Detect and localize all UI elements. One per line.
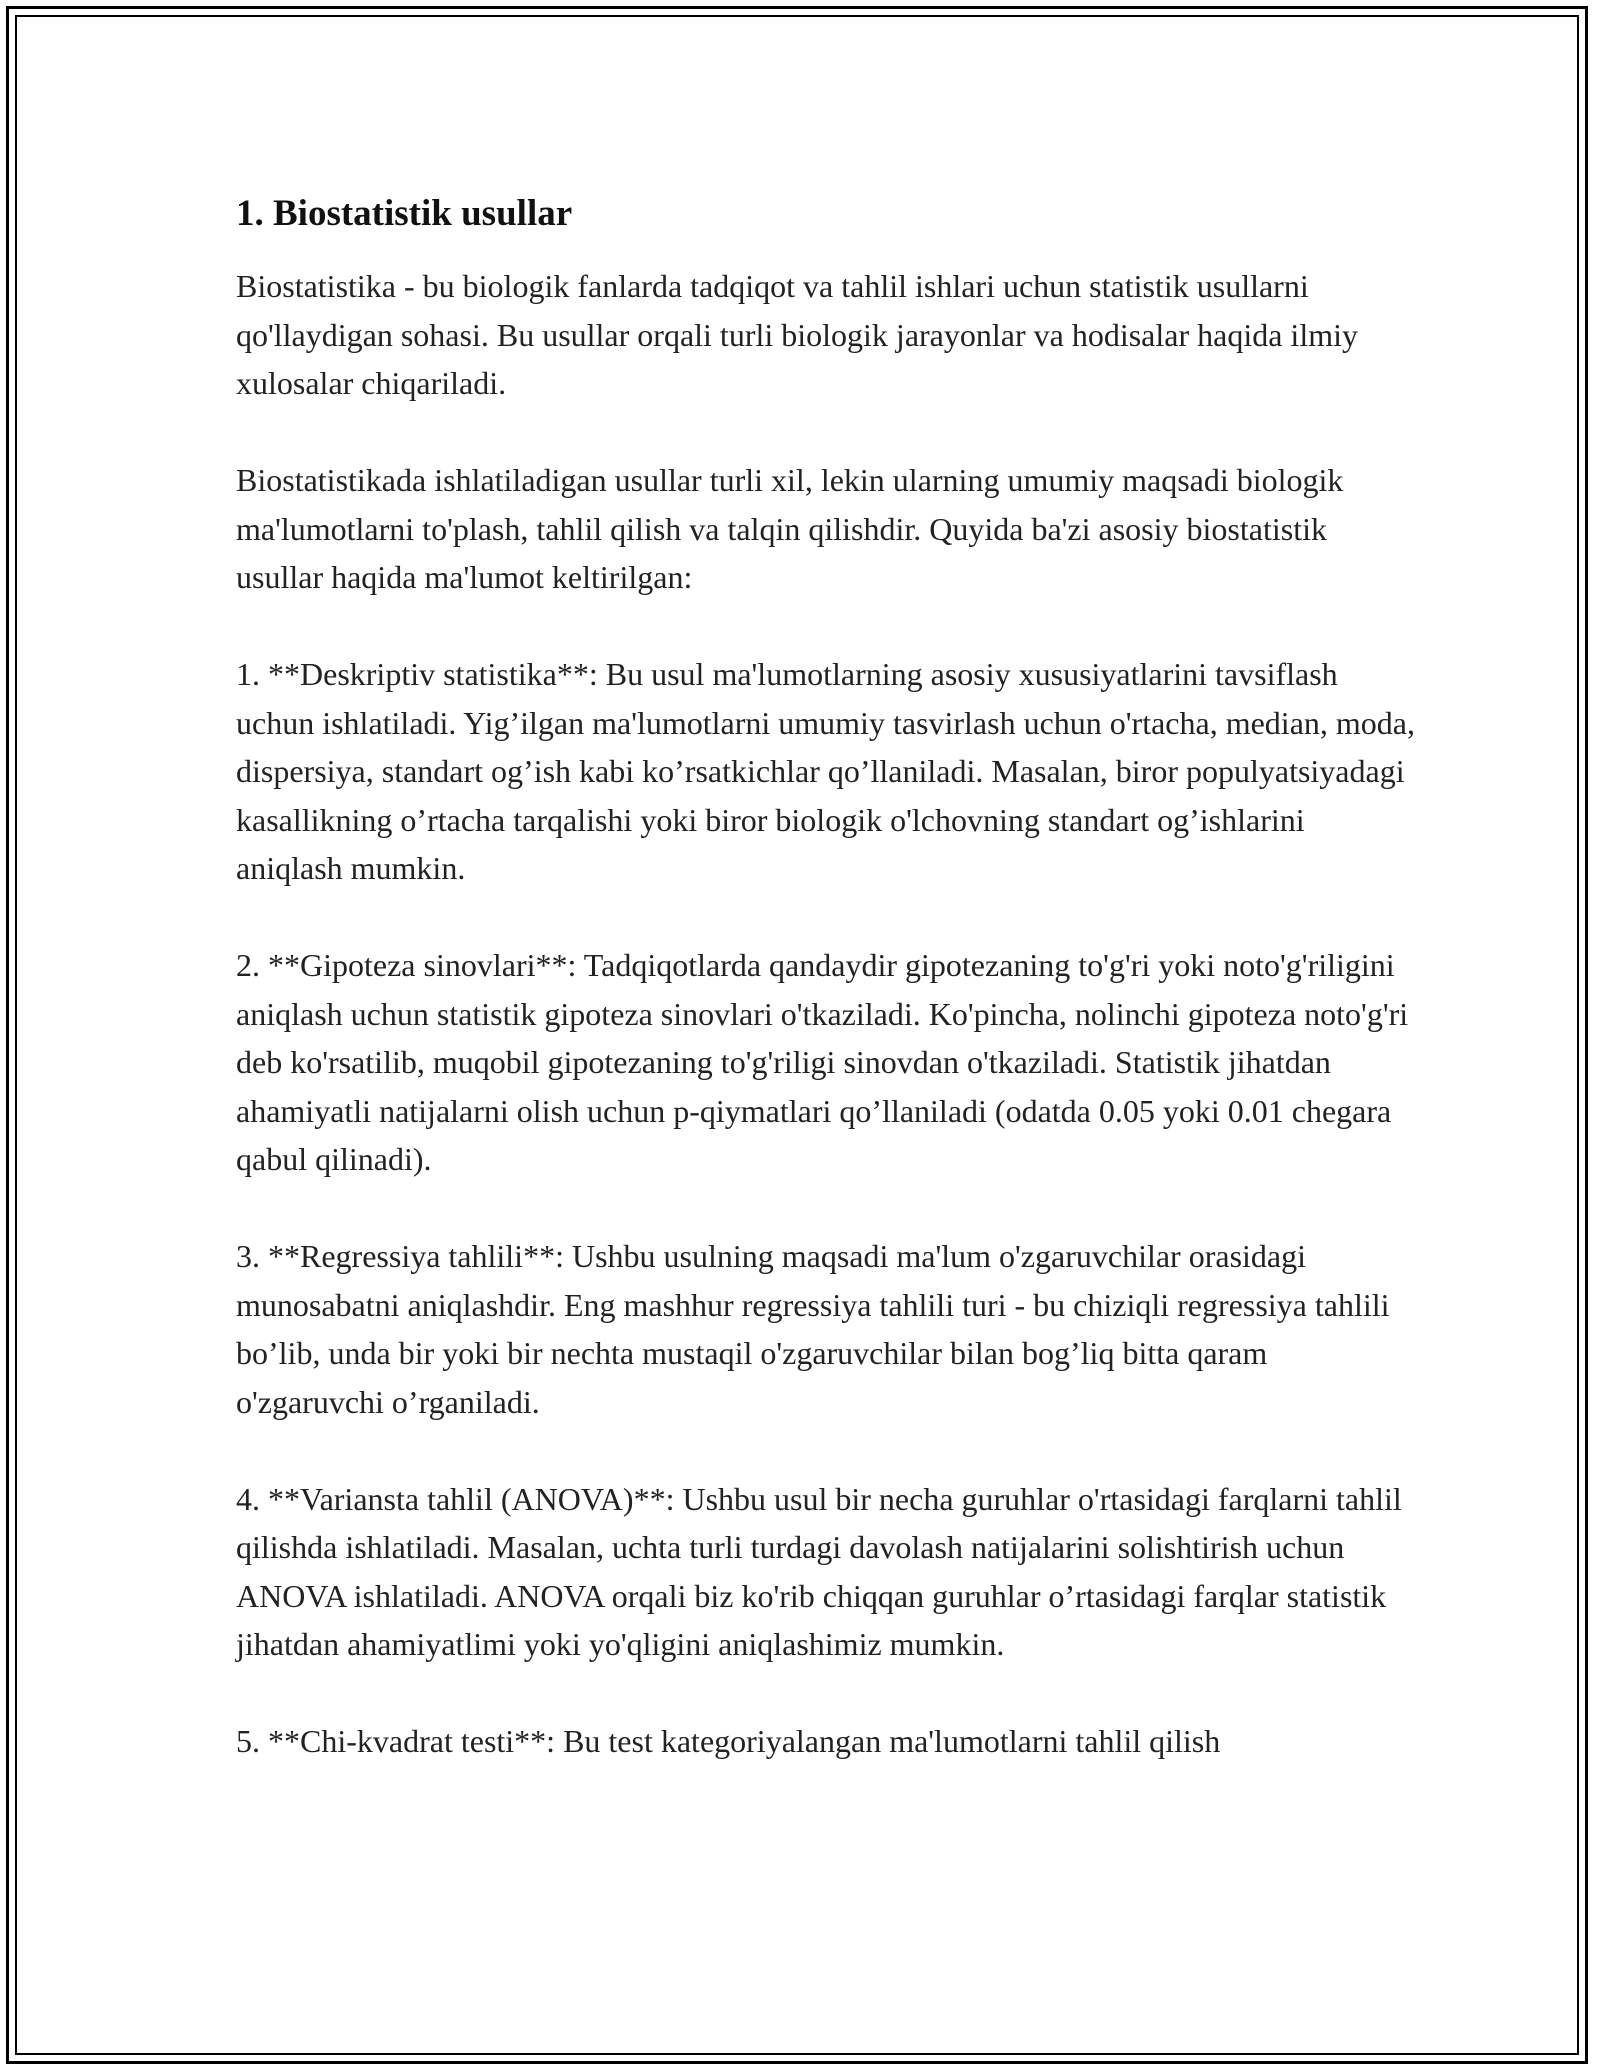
document-title: 1. Biostatistik usullar	[236, 193, 573, 234]
paragraph-descriptive-statistics: 1. **Deskriptiv statistika**: Bu usul ma'lumotlarning asosiy xususiyatlarini tavsiflash uchun ishlatiladi. Yig’ilgan ma'lumotlarni umumiy tasvirlash uchun o'rtacha, median, moda, dispersiya, standart og’ish kabi ko’rsatkichlar qo’llaniladi. Masalan, biror populyatsiyadagi kasallikning o’rtacha tarqalishi yoki biror biologik o'lchovning standart og’ishlarini aniqlash mumkin.	[236, 656, 1415, 886]
paragraph-intro: Biostatistika - bu biologik fanlarda tadqiqot va tahlil ishlari uchun statistik usullarni qo'llaydigan sohasi. Bu usullar orqali turli biologik jarayonlar va hodisalar haqida ilmiy xulosalar chiqariladi.	[236, 268, 1358, 401]
paragraph-hypothesis-testing: 2. **Gipoteza sinovlari**: Tadqiqotlarda qandaydir gipotezaning to'g'ri yoki noto'g'riligini aniqlash uchun statistik gipoteza sinovlari o'tkaziladi. Ko'pincha, nolinchi gipoteza noto'g'ri deb ko'rsatilib, muqobil gipotezaning to'g'riligi sinovdan o'tkaziladi. Statistik jihatdan ahamiyatli natijalarni olish uchun p-qiymatlari qo’llaniladi (odatda 0.05 yoki 0.01 chegara qabul qilinadi).	[236, 947, 1409, 1177]
paragraph-overview: Biostatistikada ishlatiladigan usullar turli xil, lekin ularning umumiy maqsadi biologik ma'lumotlarni to'plash, tahlil qilish va talqin qilishdir. Quyida ba'zi asosiy biostatistik usullar haqida ma'lumot keltirilgan:	[236, 462, 1344, 595]
document-body	[236, 190, 1416, 1766]
paragraph-anova: 4. **Variansta tahlil (ANOVA)**: Ushbu usul bir necha guruhlar o'rtasidagi farqlarni tahlil qilishda ishlatiladi. Masalan, uchta turli turdagi davolash natijalarini solishtirish uchun ANOVA ishlatiladi. ANOVA orqali biz ko'rib chiqqan guruhlar o’rtasidagi farqlar statistik jihatdan ahamiyatlimi yoki yo'qligini aniqlashimiz mumkin.	[236, 1480, 1402, 1662]
paragraph-chi-square-test: 5. **Chi-kvadrat testi**: Bu test kategoriyalangan ma'lumotlarni tahlil qilish	[236, 1723, 1221, 1759]
paragraph-regression-analysis: 3. **Regressiya tahlili**: Ushbu usulning maqsadi ma'lum o'zgaruvchilar orasidagi munosabatni aniqlashdir. Eng mashhur regressiya tahlili turi - bu chiziqli regressiya tahlili bo’lib, unda bir yoki bir nechta mustaqil o'zgaruvchilar bilan bog’liq bitta qaram o'zgaruvchi o’rganiladi.	[236, 1238, 1390, 1420]
